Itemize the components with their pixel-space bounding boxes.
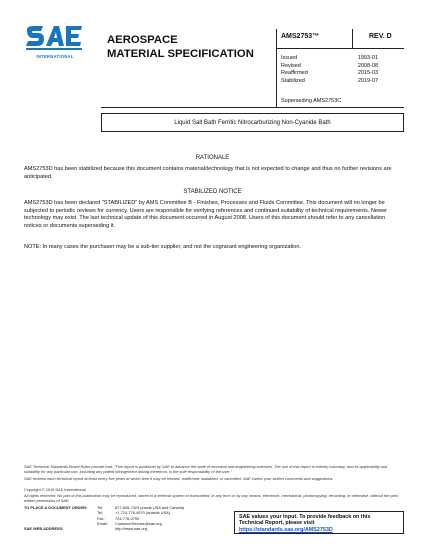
web-address-label: SAE WEB ADDRESS: <box>24 526 64 532</box>
divider <box>352 29 353 49</box>
date-label: Revised <box>281 62 301 69</box>
date-value: 1993-01 <box>357 55 378 61</box>
subject-box <box>101 113 404 132</box>
date-value: 2015-03 <box>357 70 378 77</box>
contact-value: 724-776-0790 <box>115 515 140 521</box>
contact-key: Tel: <box>97 510 104 516</box>
date-label: Stabilized <box>281 77 305 84</box>
divider <box>276 29 277 107</box>
date-value: 2019-07 <box>357 77 378 84</box>
date-value: 2008-08 <box>357 62 378 69</box>
feedback-line-2: Technical Report, please visit <box>239 520 315 527</box>
organization-label: INTERNATIONAL <box>36 54 74 59</box>
date-row-revised <box>281 63 394 71</box>
stabilized-notice-paragraph: AMS2753D has been declared "STABILIZED" by AMS Committee B - Finishes, Processes and Fluids Committee. This document will no longer be subjected to periodic reviews for currency. Users are responsible for verifying references and continued suitability of technical requirements. Newer technology may exist. The last technical update of this document occurred in August 2008. Users of this document should refer to any cancellation notices or documents superseding it. <box>24 200 388 229</box>
stabilized-notice-heading: STABILIZED NOTICE <box>183 189 242 195</box>
date-label: Issued <box>281 55 298 61</box>
revision: REV. D <box>369 33 392 40</box>
divider <box>277 48 404 49</box>
document-type-title <box>107 34 254 61</box>
date-row-reaffirmed <box>281 70 394 78</box>
contact-value: 877-606-7323 (inside USA and Canada) <box>115 505 185 510</box>
note-paragraph: NOTE: In many cases the purchaser may be a sub-tier supplier, and not the cognizant engineering organization. <box>24 244 302 250</box>
contact-key: Email: <box>97 520 108 526</box>
date-label: Reaffirmed <box>281 70 308 77</box>
copyright: Copyright © 2019 SAE International <box>24 487 86 492</box>
feedback-line-1: SAE values your input. To provide feedback on this <box>239 514 371 520</box>
contact-value[interactable]: CustomerService@sae.org <box>115 520 162 526</box>
subject-title: Liquid Salt Bath Ferritic Nitrocarburizing Non-Cyanide Bath <box>174 119 331 126</box>
footer-rights-text: All rights reserved. No part of this publication may be reproduced, stored in a retrieval system or transmitted, in any form or by any means, electronic, mechanical, photocopying, recording, or otherwise, without the prior written permission of SAE. <box>24 493 399 504</box>
sae-logo-icon <box>24 24 86 56</box>
contact-key: Fax: <box>97 515 105 521</box>
footer-rules-text: SAE Technical Standards Board Rules provide that: "This report is published by SAE to advance the state of technical and engineering sciences. The use of this report is entirely voluntary, and its applicability and suitability for any particular use, including any patent infringement arising therefrom, is the sole responsibility of the user." <box>24 464 388 475</box>
divider <box>101 107 404 108</box>
title-line-2: MATERIAL SPECIFICATION <box>107 47 254 60</box>
footer-review-text: SAE reviews each technical report at least every five years at which time it may be revised, reaffirmed, stabilized, or cancelled. SAE invites your written comments and suggestions. <box>24 476 334 481</box>
dates-block <box>281 55 394 85</box>
contact-heading: TO PLACE A DOCUMENT ORDER: <box>24 505 88 510</box>
rationale-heading: RATIONALE <box>195 155 230 161</box>
contact-value: +1 724-776-4970 (outside USA) <box>115 510 171 516</box>
contact-row <box>24 526 184 531</box>
website-link[interactable]: http://www.sae.org <box>115 526 148 532</box>
superseding-note: Superseding AMS2753C <box>281 98 342 104</box>
date-row-issued <box>281 55 394 63</box>
feedback-box <box>234 511 404 534</box>
document-number: AMS2753™ <box>281 33 320 40</box>
feedback-link[interactable]: https://standards.sae.org/AMS2753D <box>239 526 333 533</box>
title-line-1: AEROSPACE <box>107 34 178 46</box>
contact-key: Tel: <box>97 505 104 510</box>
date-row-stabilized <box>281 78 394 86</box>
rationale-paragraph: AMS2753D has been stabilized because this document contains material/technology that is not expected to change and thus no further revisions are anticipated. <box>24 166 392 180</box>
order-contact-block <box>24 505 184 531</box>
contact-key <box>97 526 115 531</box>
